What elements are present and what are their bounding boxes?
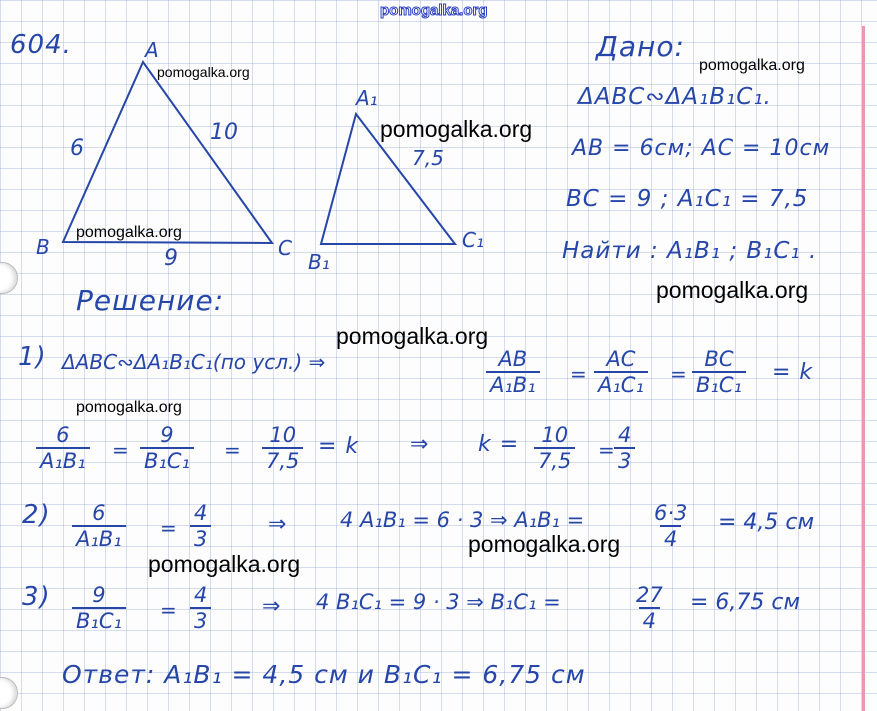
vertex-label-c1: C₁ [462, 228, 484, 252]
watermark[interactable]: pomogalka.org [148, 551, 301, 577]
step1-number: 1) [18, 342, 47, 372]
fraction-10-7-5-result: $\frac{10}{7,5}$ [534, 424, 575, 472]
watermark[interactable]: pomogalka.org [336, 323, 489, 349]
vertex-label-c: C [278, 236, 292, 260]
equals-sign: = [160, 598, 178, 622]
implies-arrow: ⇒ [410, 432, 430, 457]
solution-title: Решение: [76, 284, 225, 317]
given-line-similarity: ΔABC∾ΔA₁B₁C₁. [578, 84, 772, 110]
step2-result: = 4,5 см [718, 510, 815, 535]
vertex-label-a: A [145, 38, 159, 62]
fraction-4-3: $\frac{4}{3}$ [190, 584, 211, 632]
side-label-bc: 9 [164, 246, 178, 271]
equals-sign: = [224, 438, 242, 462]
equals-sign: = [112, 438, 130, 462]
given-line-ab-ac: AB = 6см; AC = 10см [572, 136, 831, 161]
side-label-a1c1: 7,5 [412, 146, 444, 170]
step1-statement: ΔABC∾ΔA₁B₁C₁(по усл.) ⇒ [62, 350, 326, 374]
fraction-6x3-4: $\frac{6\cdot 3}{4}$ [654, 501, 688, 552]
equals-sign: = [570, 362, 588, 386]
fraction-bc-b1c1: $\frac{BC}{\text{B₁C₁}}$ [692, 348, 746, 396]
step2-equation: 4 A₁B₁ = 6 · 3 ⇒ A₁B₁ = [340, 508, 585, 532]
fraction-4-3: $\frac{4}{3}$ [190, 502, 211, 550]
step3-equation: 4 B₁C₁ = 9 · 3 ⇒ B₁C₁ = [316, 590, 561, 614]
ratio-k: = k [772, 360, 814, 385]
vertex-label-b1: B₁ [308, 250, 330, 274]
fraction-6-a1b1: $\frac{6}{\text{A₁B₁}}$ [72, 502, 126, 550]
equals-sign: = [598, 438, 616, 462]
watermark[interactable]: pomogalka.org [468, 531, 621, 557]
step3-result: = 6,75 см [690, 590, 801, 615]
implies-arrow: ⇒ [268, 512, 288, 537]
watermark[interactable]: pomogalka.org [656, 277, 809, 303]
side-label-ac: 10 [210, 120, 238, 145]
equals-sign: = [670, 362, 688, 386]
triangle-abc [63, 62, 272, 243]
fraction-ac-a1c1: $\frac{AC}{\text{A₁C₁}}$ [594, 348, 648, 396]
vertex-label-a1: A₁ [356, 86, 378, 110]
k-equals: k = [478, 432, 520, 457]
watermark[interactable]: pomogalka.org [699, 57, 805, 74]
fraction-4-3: $\frac{4}{3}$ [614, 424, 635, 472]
watermark[interactable]: pomogalka.org [76, 399, 182, 416]
problem-number: 604. [10, 30, 72, 60]
watermark[interactable]: pomogalka.org [76, 224, 182, 241]
fraction-27-4: $\frac{27}{4}$ [636, 583, 663, 634]
fraction-ab-a1b1: $\frac{AB}{\text{A₁B₁}}$ [486, 348, 540, 396]
equals-sign: = [160, 516, 178, 540]
vertex-label-b: B [36, 235, 50, 259]
fraction-6-a1b1: $\frac{6}{\text{A₁B₁}}$ [36, 424, 90, 472]
watermark-top[interactable]: pomogalka.org [380, 2, 488, 19]
side-label-ab: 6 [70, 136, 84, 161]
fraction-9-b1c1: $\frac{9}{\text{B₁C₁}}$ [140, 424, 194, 472]
step3-number: 3) [22, 582, 51, 612]
fraction-9-b1c1: $\frac{9}{\text{B₁C₁}}$ [72, 584, 126, 632]
answer-line: Ответ: A₁B₁ = 4,5 см и B₁C₁ = 6,75 см [62, 660, 586, 689]
step2-number: 2) [22, 500, 51, 530]
ratio-k-equation: = k [318, 434, 360, 459]
given-title: Дано: [596, 30, 685, 63]
watermark[interactable]: pomogalka.org [380, 116, 533, 142]
implies-arrow: ⇒ [262, 594, 282, 619]
watermark[interactable]: pomogalka.org [157, 64, 250, 80]
find-line: Найти : A₁B₁ ; B₁C₁ . [562, 238, 818, 264]
fraction-10-7-5: $\frac{10}{7,5}$ [262, 424, 303, 472]
given-line-bc-a1c1: BC = 9 ; A₁C₁ = 7,5 [566, 186, 809, 212]
